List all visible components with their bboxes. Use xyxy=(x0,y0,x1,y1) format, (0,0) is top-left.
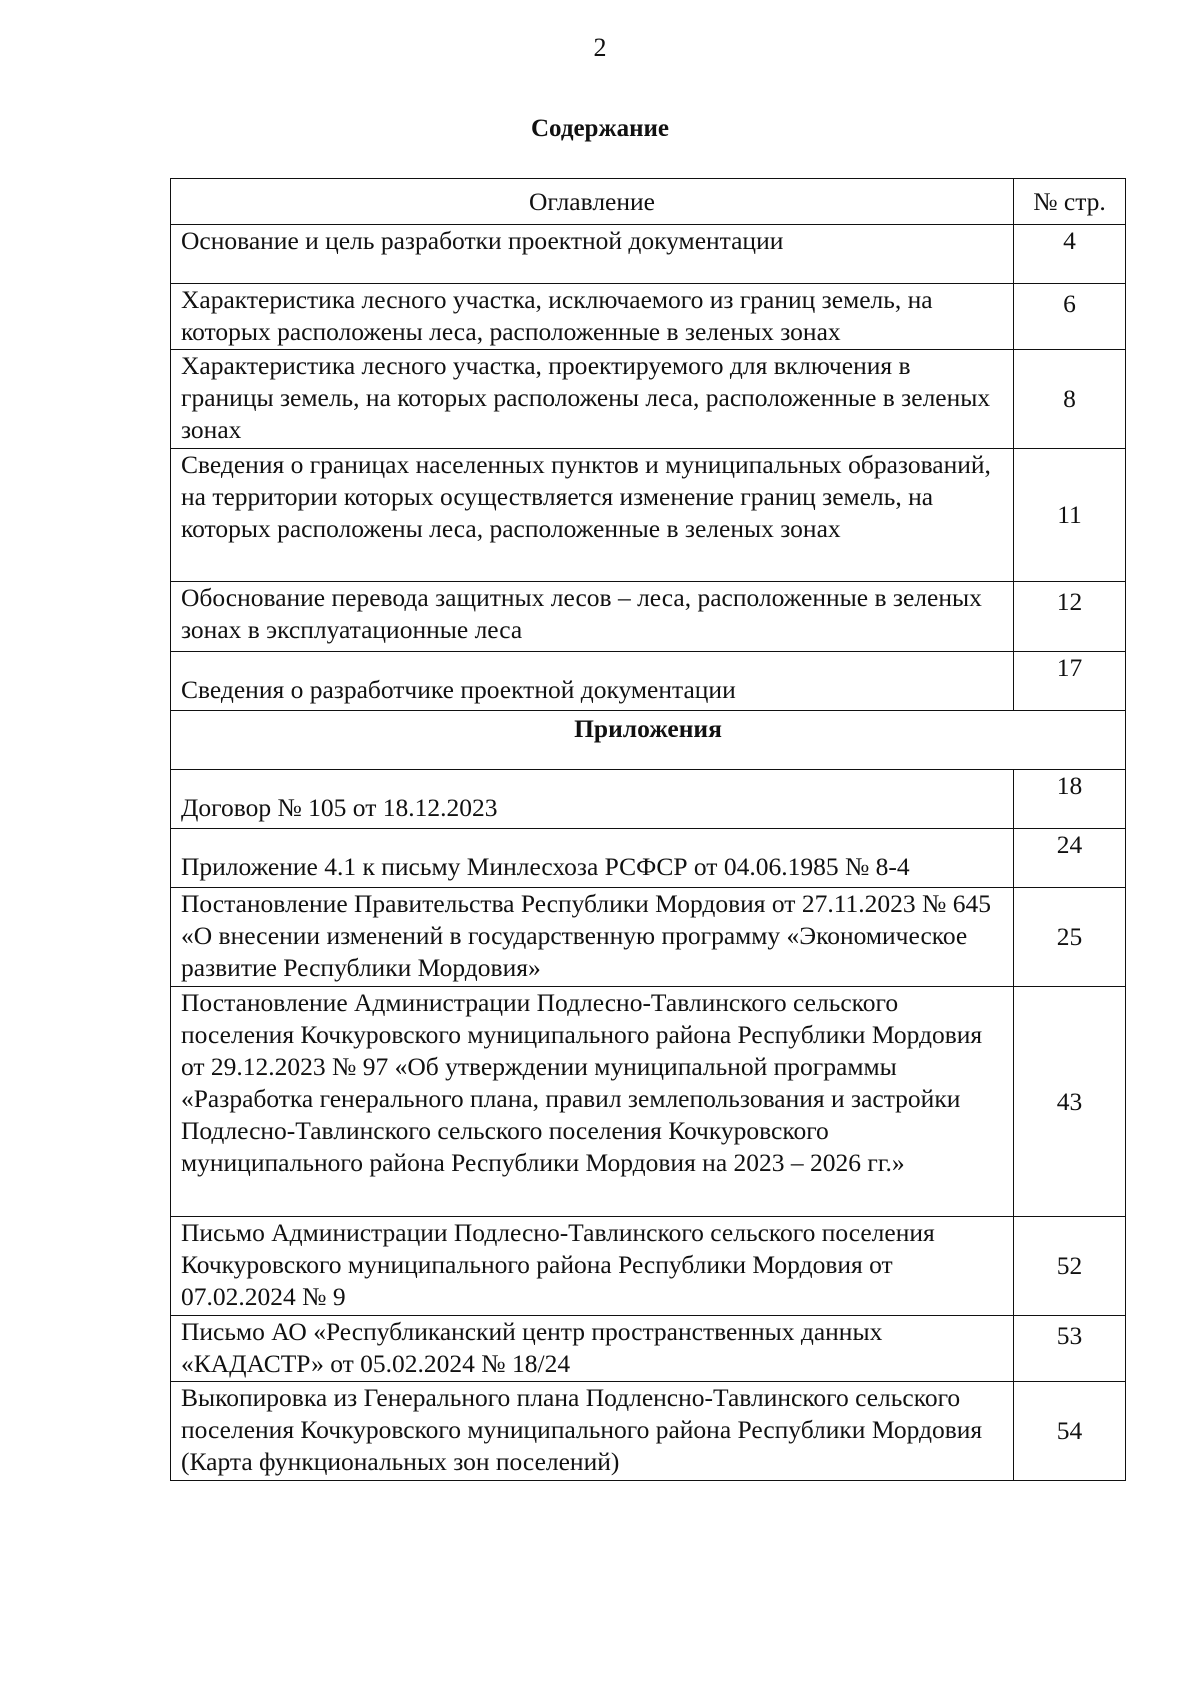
row-title: Постановление Правительства Республики Мордовия от 27.11.2023 № 645 «О внесении изменений в государственную программу «Экономическое развитие Республики Мордовия» xyxy=(171,888,1014,987)
row-title: Приложение 4.1 к письму Минлесхоза РСФСР от 04.06.1985 № 8-4 xyxy=(171,829,1014,888)
row-title: Постановление Администрации Подлесно-Тавлинского сельского поселения Кочкуровского муниципального района Республики Мордовия от 29.12.2023 № 97 «Об утверждении муниципальной программы «Разработка генерального плана, правил землепользования и застройки Подлесно-Тавлинского сельского поселения Кочкуровского муниципального района Республики Мордовия на 2023 – 2026 гг.» xyxy=(171,987,1014,1217)
header-contents: Оглавление xyxy=(171,179,1014,225)
row-page: 53 xyxy=(1014,1316,1126,1382)
table-header-row xyxy=(171,179,1126,225)
row-page: 18 xyxy=(1014,770,1126,829)
header-page: № стр. xyxy=(1014,179,1126,225)
appendix-section-row xyxy=(171,711,1126,770)
row-page: 6 xyxy=(1014,284,1126,350)
row-title: Сведения о разработчике проектной документации xyxy=(171,652,1014,711)
row-title: Характеристика лесного участка, исключаемого из границ земель, на которых расположены леса, расположенные в зеленых зонах xyxy=(171,284,1014,350)
row-page: 8 xyxy=(1014,350,1126,449)
appendix-title: Приложения xyxy=(171,711,1126,770)
table-row xyxy=(171,1382,1126,1481)
table-row xyxy=(171,350,1126,449)
table-row xyxy=(171,582,1126,652)
row-title: Характеристика лесного участка, проектируемого для включения в границы земель, на которых расположены леса, расположенные в зеленых зонах xyxy=(171,350,1014,449)
row-title: Письмо АО «Республиканский центр пространственных данных «КАДАСТР» от 05.02.2024 № 18/24 xyxy=(171,1316,1014,1382)
row-page: 43 xyxy=(1014,987,1126,1217)
table-row xyxy=(171,829,1126,888)
contents-table xyxy=(170,178,1126,1481)
table-row xyxy=(171,1217,1126,1316)
row-page: 12 xyxy=(1014,582,1126,652)
table-row xyxy=(171,770,1126,829)
table-row xyxy=(171,449,1126,582)
table-row xyxy=(171,888,1126,987)
table-row xyxy=(171,225,1126,284)
table-row xyxy=(171,652,1126,711)
row-title: Выкопировка из Генерального плана Подленсно-Тавлинского сельского поселения Кочкуровского муниципального района Республики Мордовия (Карта функциональных зон поселений) xyxy=(171,1382,1014,1481)
row-title: Договор № 105 от 18.12.2023 xyxy=(171,770,1014,829)
row-title: Письмо Администрации Подлесно-Тавлинского сельского поселения Кочкуровского муниципального района Республики Мордовия от 07.02.2024 № 9 xyxy=(171,1217,1014,1316)
row-title: Сведения о границах населенных пунктов и муниципальных образований, на территории которых осуществляется изменение границ земель, на которых расположены леса, расположенные в зеленых зонах xyxy=(171,449,1014,582)
row-page: 11 xyxy=(1014,449,1126,582)
row-page: 52 xyxy=(1014,1217,1126,1316)
table-row xyxy=(171,284,1126,350)
table-row xyxy=(171,1316,1126,1382)
document-title: Содержание xyxy=(530,115,669,142)
row-page: 4 xyxy=(1014,225,1126,284)
row-title: Основание и цель разработки проектной документации xyxy=(171,225,1014,284)
row-page: 54 xyxy=(1014,1382,1126,1481)
row-title: Обоснование перевода защитных лесов – леса, расположенные в зеленых зонах в эксплуатационные леса xyxy=(171,582,1014,652)
table-row xyxy=(171,987,1126,1217)
row-page: 25 xyxy=(1014,888,1126,987)
page-number: 2 xyxy=(593,33,607,62)
row-page: 24 xyxy=(1014,829,1126,888)
row-page: 17 xyxy=(1014,652,1126,711)
